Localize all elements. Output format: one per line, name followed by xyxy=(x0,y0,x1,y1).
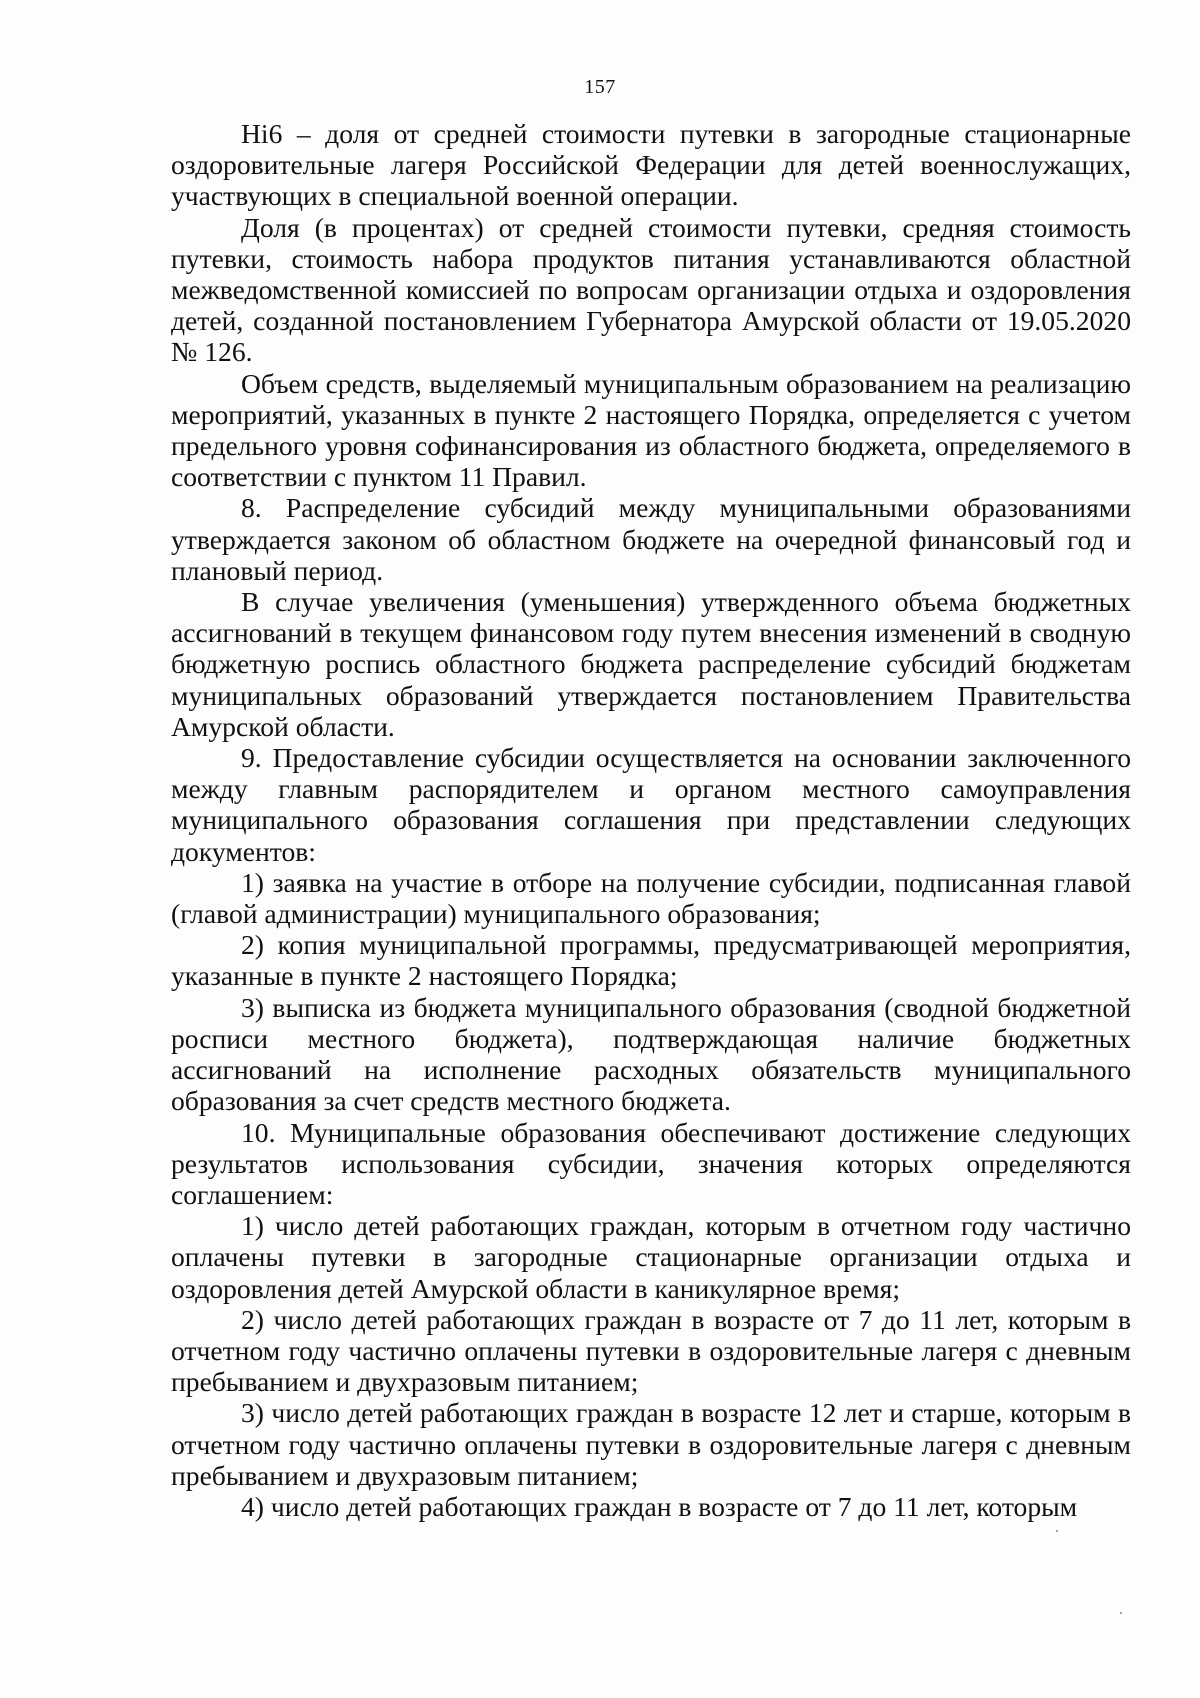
document-body xyxy=(171,118,1131,1522)
scan-speck xyxy=(1120,1612,1122,1614)
page-number: 157 xyxy=(584,76,616,98)
list-item-9-3: 3) выписка из бюджета муниципального образования (сводной бюджетной росписи местного бюджета), подтверждающая наличие бюджетных ассигнований на исполнение расходных обязательств муниципального образования за счет средств местного бюджета. xyxy=(171,991,1131,1117)
paragraph-item-9: 9. Предоставление субсидии осуществляется на основании заключенного между главным распорядителем и органом местного самоуправления муниципального образования соглашения при представлении следующих документов: xyxy=(171,742,1131,867)
list-item-10-1: 1) число детей работающих граждан, которым в отчетном году частично оплачены путевки в загородные стационарные организации отдыха и оздоровления детей Амурской области в каникулярное время; xyxy=(171,1210,1131,1304)
paragraph-budget-changes: В случае увеличения (уменьшения) утвержденного объема бюджетных ассигнований в текущем финансовом году путем внесения изменений в сводную бюджетную роспись областного бюджета распределение субсидий бюджетам муниципальных образований утверждается постановлением Правительства Амурской области. xyxy=(171,586,1131,742)
list-item-10-4: 4) число детей работающих граждан в возрасте от 7 до 11 лет, которым xyxy=(241,1490,1078,1522)
paragraph-share-determination: Доля (в процентах) от средней стоимости путевки, средняя стоимость путевки, стоимость набора продуктов питания устанавливаются областной межведомственной комиссией по вопросам организации отдыха и оздоровления детей, созданной постановлением Губернатора Амурской области от 19.05.2020 № 126. xyxy=(171,211,1131,368)
list-item-10-3: 3) число детей работающих граждан в возрасте 12 лет и старше, которым в отчетном году частично оплачены путевки в оздоровительные лагеря с дневным пребыванием и двухразовым питанием; xyxy=(171,1397,1131,1491)
paragraph-municipal-funds: Объем средств, выделяемый муниципальным образованием на реализацию мероприятий, указанных в пункте 2 настоящего Порядка, определяется с учетом предельного уровня софинансирования из областного бюджета, определяемого в соответствии с пунктом 11 Правил. xyxy=(171,367,1131,493)
list-item-9-2: 2) копия муниципальной программы, предусматривающей мероприятия, указанные в пункте 2 настоящего Порядка; xyxy=(171,929,1131,992)
paragraph-item-8: 8. Распределение субсидий между муниципальными образованиями утверждается законом об областном бюджете на очередной финансовый год и плановый период. xyxy=(171,492,1131,586)
scan-speck xyxy=(1056,1530,1058,1532)
list-item-9-1: 1) заявка на участие в отборе на получение субсидии, подписанная главой (главой администрации) муниципального образования; xyxy=(171,866,1131,930)
list-item-10-2: 2) число детей работающих граждан в возрасте от 7 до 11 лет, которым в отчетном году частично оплачены путевки в оздоровительные лагеря с дневным пребыванием и двухразовым питанием; xyxy=(171,1303,1131,1398)
paragraph-hi6-definition: Hi6 – доля от средней стоимости путевки в загородные стационарные оздоровительные лагеря Российской Федерации для детей военнослужащих, участвующих в специальной военной операции. xyxy=(171,118,1131,212)
paragraph-item-10: 10. Муниципальные образования обеспечивают достижение следующих результатов использования субсидии, значения которых определяются соглашением: xyxy=(171,1116,1131,1210)
